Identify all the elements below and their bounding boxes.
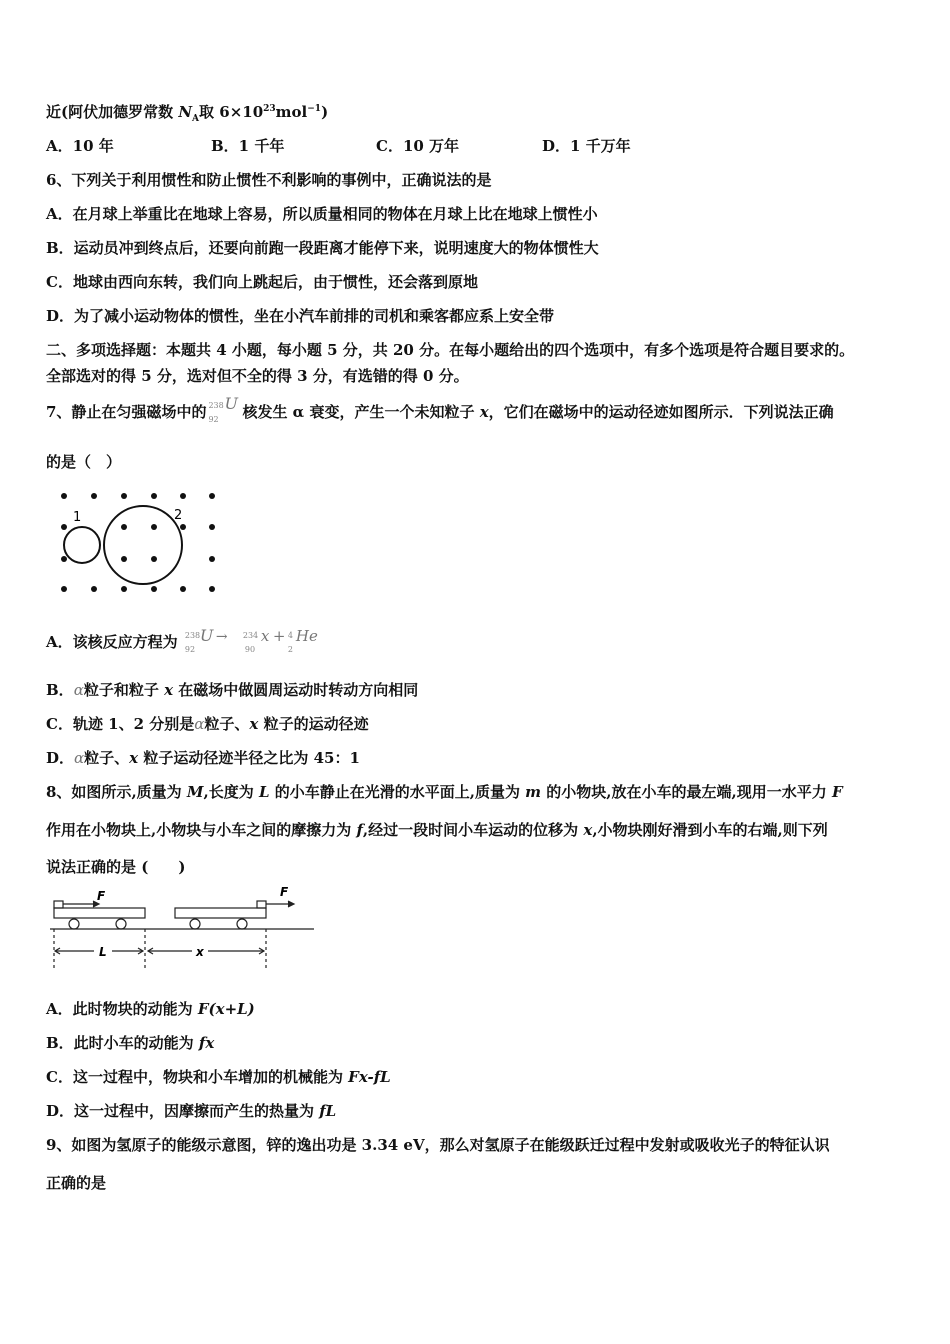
field-dot [151, 586, 157, 592]
wheel [116, 919, 126, 929]
decay-equation: 238 92 U → 234 90 x + 4 2 He [184, 626, 318, 654]
track-1-circle [64, 527, 100, 563]
field-dot [61, 524, 67, 530]
q6-stem: 6、下列关于利用惯性和防止惯性不利影响的事例中，正确说法的是 [46, 171, 492, 189]
section2-heading: 二、多项选择题：本题共 4 小题，每小题 5 分，共 20 分。在每小题给出的四个选项中，有多个选项是符合题目要求的。 [46, 341, 855, 359]
field-dot [91, 493, 97, 499]
wheel [237, 919, 247, 929]
displacement-label-x: x [196, 945, 204, 959]
q6-option-b[interactable]: B．运动员冲到终点后，还要向前跑一段距离才能停下来，说明速度大的物体惯性大 [46, 239, 599, 257]
cart-right-body [175, 908, 266, 918]
force-label-left: F [97, 889, 106, 903]
field-dot [61, 586, 67, 592]
q5-option-c[interactable]: C．10 万年 [376, 137, 460, 155]
track-2-circle [104, 506, 182, 584]
q7-magnetic-field-figure [52, 486, 222, 598]
q7-stem-end: 的是（ ） [46, 453, 122, 471]
length-label-L: L [99, 945, 107, 959]
q7-option-c[interactable]: C．轨迹 1、2 分别是α粒子、x 粒子的运动径迹 [46, 715, 369, 733]
q6-option-d[interactable]: D．为了减小运动物体的惯性，坐在小汽车前排的司机和乘客都应系上安全带 [46, 307, 555, 325]
q5-option-d[interactable]: D．1 千万年 [542, 137, 631, 155]
q5-options [46, 136, 906, 156]
section2-note: 全部选对的得 5 分，选对但不全的得 3 分，有选错的得 0 分。 [46, 367, 469, 385]
q8-cart-figure [48, 886, 316, 972]
field-dot [121, 556, 127, 562]
block-left [54, 901, 63, 908]
q9-stem-line1: 9、如图为氢原子的能级示意图，锌的逸出功是 3.34 eV，那么对氢原子在能级跃迁过程中发射或吸收光子的特征认识 [46, 1136, 830, 1154]
field-dot [121, 586, 127, 592]
q6-option-a[interactable]: A．在月球上举重比在地球上容易，所以质量相同的物体在月球上比在地球上惯性小 [46, 205, 598, 223]
field-dot [209, 556, 215, 562]
force-label-right: F [280, 886, 289, 899]
field-dot [209, 524, 215, 530]
field-dot [180, 586, 186, 592]
track-1-label: 1 [73, 510, 82, 525]
q5-option-a[interactable]: A．10 年 [46, 137, 114, 155]
q7-option-a[interactable]: A．该核反应方程为 238 92 U → 234 90 x + 4 2 He [46, 632, 333, 652]
field-dot [180, 493, 186, 499]
field-dot [91, 586, 97, 592]
q8-option-d[interactable]: D．这一过程中，因摩擦而产生的热量为 fL [46, 1102, 337, 1120]
field-dot [61, 556, 67, 562]
q8-option-b[interactable]: B．此时小车的动能为 fx [46, 1034, 215, 1052]
alpha-symbol: α [194, 715, 205, 733]
field-dot [209, 586, 215, 592]
q8-option-c[interactable]: C．这一过程中，物块和小车增加的机械能为 Fx-fL [46, 1068, 391, 1086]
q8-stem-line1: 8、如图所示,质量为 M,长度为 L 的小车静止在光滑的水平面上,质量为 m 的小物块,放在小车的最左端,现用一水平力 F [46, 783, 843, 801]
q6-option-c[interactable]: C．地球由西向东转，我们向上跳起后，由于惯性，还会落到原地 [46, 273, 478, 291]
q9-stem-line2: 正确的是 [46, 1174, 107, 1192]
field-dot [209, 493, 215, 499]
q5-option-b[interactable]: B．1 千年 [211, 137, 285, 155]
field-dot [151, 493, 157, 499]
field-dot [151, 556, 157, 562]
q8-option-a[interactable]: A．此时物块的动能为 F(x+L) [46, 1000, 255, 1018]
q7-option-b[interactable]: B．α粒子和粒子 x 在磁场中做圆周运动时转动方向相同 [46, 681, 419, 699]
q5-tail-line: 近(阿伏加德罗常数 $N_A$取 $6\times 10^{23}mol^{-1}$) [46, 103, 329, 124]
field-dot [121, 524, 127, 530]
wheel [190, 919, 200, 929]
track-2-label: 2 [174, 508, 183, 523]
block-right [257, 901, 266, 908]
force-arrow-right-head [288, 901, 294, 907]
q8-stem-line2: 作用在小物块上,小物块与小车之间的摩擦力为 f,经过一段时间小车运动的位移为 x,小物块刚好滑到小车的右端,则下列 [46, 821, 828, 839]
alpha-symbol: α [74, 749, 85, 767]
q8-stem-line3: 说法正确的是 ( ) [46, 858, 186, 876]
cart-left-body [54, 908, 145, 918]
field-dot [151, 524, 157, 530]
field-dot [61, 493, 67, 499]
uranium-nuclide: 238 92 U [208, 394, 238, 424]
q7-option-d[interactable]: D．α粒子、x 粒子运动径迹半径之比为 45：1 [46, 749, 360, 767]
field-dot [121, 493, 127, 499]
wheel [69, 919, 79, 929]
alpha-symbol: α [73, 681, 84, 699]
field-dot [180, 524, 186, 530]
field-dot-grid [61, 493, 215, 592]
q7-stem: 7、静止在匀强磁场中的 238 92 U 核发生 α 衰变，产生一个未知粒子 x，它们在磁场中的运动径迹如图所示．下列说法正确 [46, 394, 834, 424]
